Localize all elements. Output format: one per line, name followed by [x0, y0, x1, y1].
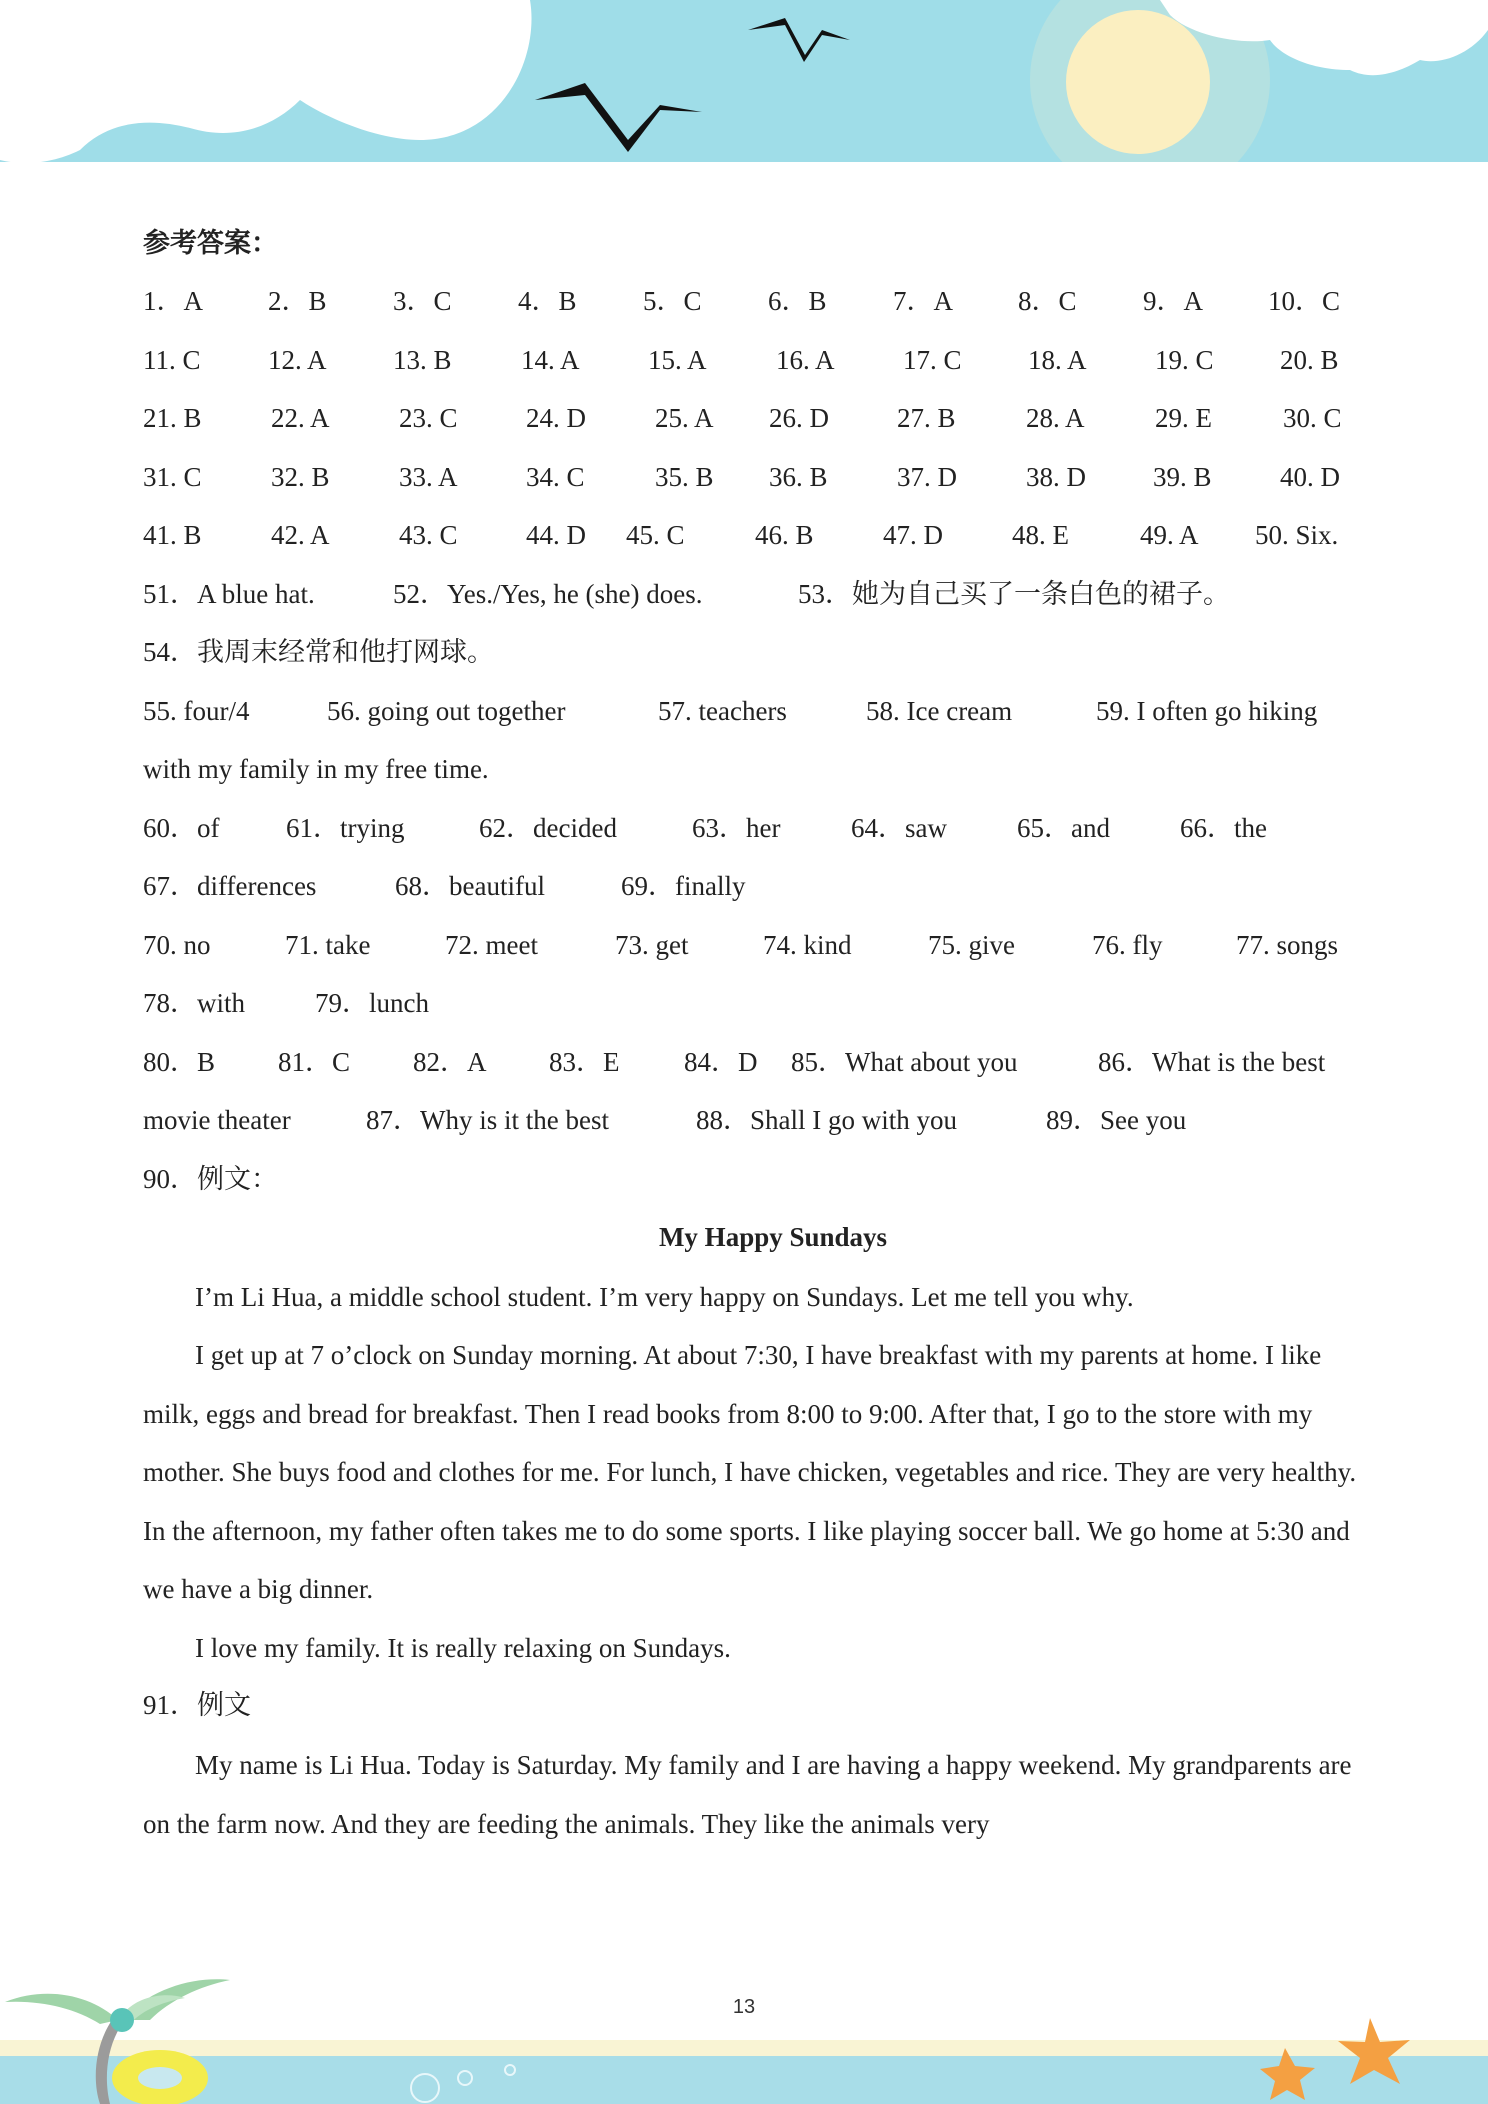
answer-cell: 70. no [143, 930, 211, 960]
answer-cell: 63．her [692, 813, 781, 843]
answer-cell: 66．the [1180, 813, 1267, 843]
question-91-label: 91．例文 [143, 1690, 251, 1720]
answer-cell: 71. take [285, 930, 371, 960]
answer-cell: 22. A [271, 403, 330, 433]
answer-cell: 42. A [271, 520, 330, 550]
answer-cell: 20. B [1280, 345, 1339, 375]
answer-cell: 8．C [1018, 286, 1077, 316]
answer-cell: 6．B [768, 286, 827, 316]
page-number: 13 [732, 1996, 756, 2018]
question-91-paragraph: My name is Li Hua. Today is Saturday. My family and I are having a happy weekend. My grandparents are on the farm now. And they are feeding the animals. They like the animals very [143, 1750, 1352, 1839]
answer-cell: 47. D [883, 520, 943, 550]
answer-cell: 37. D [897, 462, 957, 492]
answer-cell: 73. get [615, 930, 689, 960]
answer-cell: 46. B [755, 520, 814, 550]
essay-title: My Happy Sundays [658, 1222, 888, 1252]
answer-cell: 10．C [1268, 286, 1341, 316]
answer-cell: 87．Why is it the best [366, 1105, 609, 1135]
header-banner [0, 0, 1488, 170]
answer-row-13 [143, 983, 1363, 1023]
answer-cell: 23. C [399, 403, 458, 433]
essay-paragraph: I love my family. It is really relaxing on Sundays. [195, 1633, 731, 1663]
answer-cell: 38. D [1026, 462, 1086, 492]
answer-cell: 80．B [143, 1047, 216, 1077]
section-heading: 参考答案： [143, 228, 278, 258]
answer-cell: 62．decided [479, 813, 617, 843]
answer-cell: 67．differences [143, 871, 317, 901]
answer-cell: 76. fly [1092, 930, 1163, 960]
answer-cell: 48. E [1012, 520, 1069, 550]
answer-cell: 39. B [1153, 462, 1212, 492]
answer-cell: 74. kind [763, 930, 852, 960]
answer-cell: 25. A [655, 403, 714, 433]
answer-cell: 64．saw [851, 813, 947, 843]
answer-cell: 61．trying [286, 813, 405, 843]
answer-cell: 78．with [143, 988, 246, 1018]
answer-row-10 [143, 808, 1363, 848]
answer-cell: 16. A [776, 345, 835, 375]
answer-row-3 [143, 398, 1363, 438]
answer-cell: 69．finally [621, 871, 746, 901]
answer-cell: 33. A [399, 462, 458, 492]
answer-cell: 53．她为自己买了一条白色的裙子。 [798, 579, 1230, 609]
answer-cell: 26. D [769, 403, 829, 433]
answer-cell: 34. C [526, 462, 585, 492]
answer-cell: 81．C [278, 1047, 351, 1077]
answer-cell: 54．我周末经常和他打网球。 [143, 637, 494, 667]
answer-cell: 4．B [518, 286, 577, 316]
answer-cell: 60．of [143, 813, 220, 843]
answer-cell: 85．What about you [791, 1047, 1018, 1077]
answer-cell: 7．A [893, 286, 953, 316]
answer-cell: 29. E [1155, 403, 1212, 433]
answer-cell: 89．See you [1046, 1105, 1187, 1135]
answer-cell: 17. C [903, 345, 962, 375]
answer-row-14 [143, 1042, 1363, 1082]
answer-cell: 79．lunch [315, 988, 429, 1018]
answer-cell: 3．C [393, 286, 452, 316]
answer-cell: 30. C [1283, 403, 1342, 433]
answer-row-12 [143, 925, 1363, 965]
answer-cell: 31. C [143, 462, 202, 492]
answer-row-8 [143, 691, 1363, 731]
answer-row-1 [143, 281, 1363, 321]
answer-cell: 83．E [549, 1047, 620, 1077]
answer-cell: 14. A [521, 345, 580, 375]
answer-cell: 57. teachers [658, 696, 787, 726]
answer-cell: 58. Ice cream [866, 696, 1013, 726]
answer-cell: 55. four/4 [143, 696, 250, 726]
answer-cell: 59. I often go hiking [1096, 696, 1318, 726]
essay-paragraph: I’m Li Hua, a middle school student. I’m very happy on Sundays. Let me tell you why. [195, 1282, 1134, 1312]
answer-cell: 1．A [143, 286, 203, 316]
answer-cell: 32. B [271, 462, 330, 492]
answer-cell: 40. D [1280, 462, 1340, 492]
answer-row-2 [143, 340, 1363, 380]
answer-cell: movie theater [143, 1105, 291, 1135]
answer-cell: 27. B [897, 403, 956, 433]
answer-cell: 90．例文： [143, 1164, 278, 1194]
answer-cell: 11. C [143, 345, 201, 375]
answer-row-6 [143, 574, 1363, 614]
sun-icon [1066, 10, 1210, 154]
answer-cell: with my family in my free time. [143, 754, 489, 784]
answer-cell: 18. A [1028, 345, 1087, 375]
answer-cell: 45. C [626, 520, 685, 550]
answer-cell: 43. C [399, 520, 458, 550]
answer-cell: 44. D [526, 520, 586, 550]
answer-row-15 [143, 1100, 1363, 1140]
answer-cell: 50. Six. [1255, 520, 1339, 550]
answer-cell: 28. A [1026, 403, 1085, 433]
answer-cell: 9．A [1143, 286, 1203, 316]
answer-row-5 [143, 515, 1363, 555]
answer-cell: 77. songs [1236, 930, 1339, 960]
answer-row-11 [143, 866, 1363, 906]
answer-cell: 36. B [769, 462, 828, 492]
answer-cell: 75. give [928, 930, 1015, 960]
answer-cell: 52．Yes./Yes, he (she) does. [393, 579, 703, 609]
essay-paragraph: I get up at 7 o’clock on Sunday morning. At about 7:30, I have breakfast with my parents at home. I like milk, eggs and bread for breakfast. Then I read books from 8:00 to 9:00. After that, I go to the store with my mother. She buys food and clothes for me. For lunch, I have chicken, vegetables and rice. They are very healthy. In the afternoon, my father often takes me to do some sports. I like playing soccer ball. We go home at 5:30 and we have a big dinner. [143, 1340, 1357, 1604]
answer-row-9 [143, 749, 1363, 789]
answer-cell: 65．and [1017, 813, 1110, 843]
answer-cell: 72. meet [445, 930, 538, 960]
answer-row-7 [143, 632, 1363, 672]
answer-cell: 2．B [268, 286, 327, 316]
answer-cell: 13. B [393, 345, 452, 375]
answer-cell: 84．D [684, 1047, 758, 1077]
answer-cell: 5．C [643, 286, 702, 316]
answer-cell: 68．beautiful [395, 871, 545, 901]
answer-cell: 56. going out together [327, 696, 566, 726]
answer-cell: 15. A [648, 345, 707, 375]
answer-cell: 51．A blue hat. [143, 579, 315, 609]
answer-cell: 24. D [526, 403, 586, 433]
answer-cell: 35. B [655, 462, 714, 492]
answer-cell: 86．What is the best [1098, 1047, 1326, 1077]
answer-cell: 82．A [413, 1047, 487, 1077]
answer-cell: 12. A [268, 345, 327, 375]
answer-cell: 41. B [143, 520, 202, 550]
answer-cell: 19. C [1155, 345, 1214, 375]
answer-row-4 [143, 457, 1363, 497]
answer-cell: 49. A [1140, 520, 1199, 550]
answer-cell: 21. B [143, 403, 202, 433]
answer-cell: 88．Shall I go with you [696, 1105, 957, 1135]
answer-row-16 [143, 1159, 1363, 1199]
